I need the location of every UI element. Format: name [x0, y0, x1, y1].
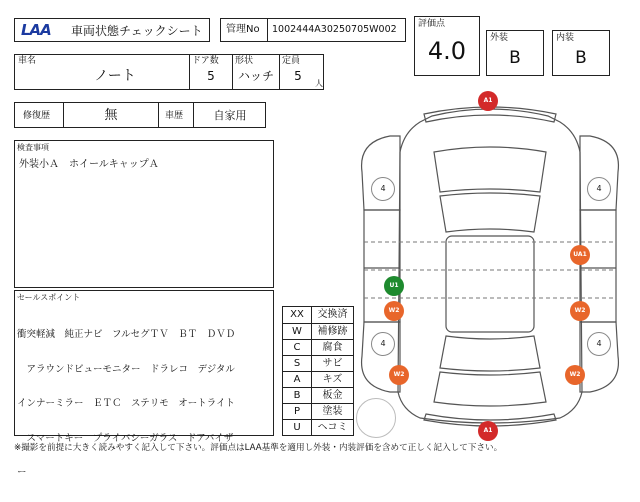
- damage-marker-w2-right-mid: W2: [570, 301, 590, 321]
- legend-desc: サビ: [322, 358, 343, 369]
- score-box: [414, 16, 480, 76]
- legend-row: [283, 323, 353, 339]
- sales-points-label: セールスポイント: [17, 293, 81, 302]
- laa-logo: [19, 22, 67, 38]
- usage-history-label: 車歴: [165, 111, 184, 121]
- legend-desc: 腐食: [322, 342, 343, 353]
- legend-code: B: [283, 388, 312, 403]
- sales-line: インナーミラー ＥＴＣ ステリモ オートライト: [17, 398, 236, 409]
- management-number-box: [220, 18, 406, 42]
- doors-value: 5: [207, 69, 215, 83]
- legend-code: W: [283, 324, 312, 339]
- legend-desc: キズ: [322, 374, 343, 385]
- tire-rear-right: 4: [587, 332, 611, 356]
- car-name-label: 車名: [18, 56, 37, 66]
- sales-line: アラウンドビューモニター ドラレコ デジタル: [17, 363, 235, 375]
- damage-marker-w2-right-rear: W2: [565, 365, 585, 385]
- legend-row: [283, 355, 353, 371]
- inspection-label: 検査事項: [17, 143, 49, 152]
- footer-note: ※撮影を前提に大きく読みやすく記入して下さい。評価点はLAA基準を適用し外装・内装評価を含めて正しく記入して下さい。: [14, 443, 503, 453]
- spare-wheel-circle: [356, 398, 396, 438]
- doors-label: ドア数: [192, 56, 219, 66]
- legend-code: XX: [283, 307, 312, 323]
- roof: [446, 236, 534, 332]
- capacity-unit: 人: [315, 79, 323, 88]
- logo-text: LAA: [21, 21, 51, 39]
- legend-desc: 交換済: [317, 309, 348, 320]
- legend-row: [283, 419, 353, 435]
- legend-row: [283, 371, 353, 387]
- vehicle-info-row: [14, 54, 324, 90]
- damage-marker-w2-left-rear: W2: [389, 365, 409, 385]
- interior-grade: B: [575, 48, 587, 68]
- repair-history-label: 修復歴: [23, 111, 51, 121]
- score-label: 評価点: [418, 19, 446, 29]
- exterior-label: 外装: [490, 33, 509, 43]
- sheet-title: 車両状態チェックシート: [71, 24, 203, 38]
- rear-window: [440, 336, 540, 371]
- shape-label: 形状: [235, 56, 254, 66]
- capacity-value: 5: [294, 69, 302, 83]
- damage-marker-rear: A1: [478, 421, 498, 441]
- usage-history-value: 自家用: [213, 109, 247, 122]
- history-row: [14, 102, 266, 128]
- sales-line: スマートキー プライバシーガラス ドアバイザ: [17, 432, 234, 444]
- sales-line: 衝突軽減 純正ナビ フルセグＴＶ ＢＴ ＤＶＤ: [17, 329, 236, 340]
- legend-row: [283, 307, 353, 323]
- legend-desc: ヘコミ: [317, 422, 348, 433]
- damage-legend: [282, 306, 354, 436]
- car-name: ノート: [94, 68, 136, 84]
- damage-marker-w2-left-mid: W2: [384, 301, 404, 321]
- legend-desc: 塗装: [322, 406, 343, 417]
- tire-rear-left: 4: [371, 332, 395, 356]
- damage-marker-front: A1: [478, 91, 498, 111]
- legend-code: P: [283, 404, 312, 419]
- legend-row: [283, 403, 353, 419]
- sales-points-text: [17, 306, 235, 502]
- interior-grade-box: [552, 30, 610, 76]
- damage-marker-ua1: UA1: [570, 245, 590, 265]
- legend-desc: 板金: [322, 390, 343, 401]
- exterior-grade-box: [486, 30, 544, 76]
- damage-marker-u1: U1: [384, 276, 404, 296]
- management-number: 1002444A30250705W002: [272, 24, 397, 35]
- legend-row: [283, 339, 353, 355]
- exterior-grade: B: [509, 48, 521, 68]
- car-outline: [398, 109, 582, 423]
- management-label: 管理No: [226, 24, 260, 35]
- inspection-notes: [14, 140, 274, 288]
- legend-code: U: [283, 420, 312, 435]
- hood-outline: [434, 147, 546, 192]
- inspection-text: 外装小Ａ ホイールキャップＡ: [19, 159, 159, 170]
- title-bar: [14, 18, 210, 42]
- legend-desc: 補修跡: [317, 326, 348, 337]
- car-body-diagram: [350, 92, 630, 436]
- legend-code: C: [283, 340, 312, 355]
- repair-history-value: 無: [104, 108, 118, 123]
- legend-code: A: [283, 372, 312, 387]
- score-value: 4.0: [427, 37, 467, 65]
- legend-code: S: [283, 356, 312, 371]
- sales-line: ー: [17, 467, 27, 478]
- interior-label: 内装: [556, 33, 575, 43]
- windshield: [440, 193, 540, 232]
- legend-row: [283, 387, 353, 403]
- capacity-label: 定員: [282, 56, 301, 66]
- tire-front-right: 4: [587, 177, 611, 201]
- trunk-outline: [434, 372, 546, 406]
- shape-value: ハッチ: [237, 69, 274, 83]
- tire-front-left: 4: [371, 177, 395, 201]
